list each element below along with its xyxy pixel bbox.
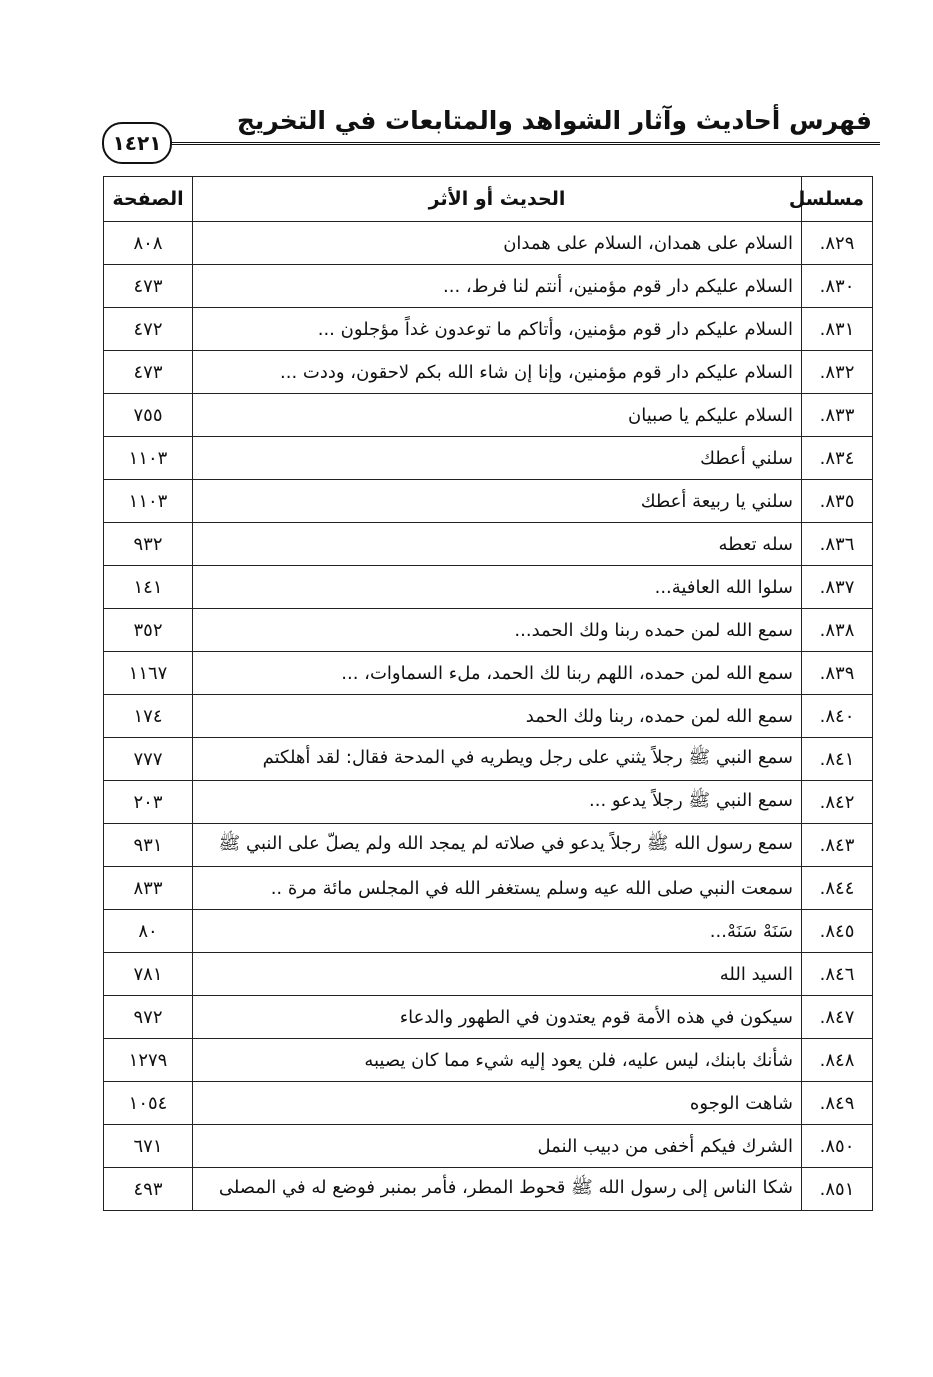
column-header-serial: مسلسل — [802, 177, 873, 222]
hadith-text-cell: شأنك بابنك، ليس عليه، فلن يعود إليه شيء مما كان يصيبه — [193, 1039, 802, 1082]
hadith-index-table — [103, 176, 873, 1211]
serial-cell: ٨٣٨. — [802, 609, 873, 652]
serial-cell: ٨٣٩. — [802, 652, 873, 695]
table-row — [104, 1125, 873, 1168]
hadith-text-cell: سله تعطه — [193, 523, 802, 566]
table-row — [104, 652, 873, 695]
page-number-cell: ٨٠٨ — [104, 222, 193, 265]
table-row — [104, 437, 873, 480]
header-divider — [172, 142, 880, 148]
page-number-cell: ١٢٧٩ — [104, 1039, 193, 1082]
serial-cell: ٨٤٦. — [802, 953, 873, 996]
page-number-cell: ٦٧١ — [104, 1125, 193, 1168]
page-number-cell: ٩٣١ — [104, 824, 193, 867]
page-number-cell: ٧٥٥ — [104, 394, 193, 437]
page-number-cell: ١١٦٧ — [104, 652, 193, 695]
serial-cell: ٨٤٢. — [802, 781, 873, 824]
table-row — [104, 910, 873, 953]
serial-cell: ٨٣١. — [802, 308, 873, 351]
hadith-text-cell: السلام على همدان، السلام على همدان — [193, 222, 802, 265]
hadith-text-cell: شاهت الوجوه — [193, 1082, 802, 1125]
column-header-hadith: الحديث أو الأثر — [193, 177, 802, 222]
hadith-text-cell: السلام عليكم دار قوم مؤمنين، وأتاكم ما توعدون غداً مؤجلون ... — [193, 308, 802, 351]
hadith-text-cell: سمع الله لمن حمده ربنا ولك الحمد... — [193, 609, 802, 652]
serial-cell: ٨٣٤. — [802, 437, 873, 480]
hadith-text-cell: سمعت النبي صلى الله عيه وسلم يستغفر الله في المجلس مائة مرة .. — [193, 867, 802, 910]
serial-cell: ٨٣٥. — [802, 480, 873, 523]
table-row — [104, 222, 873, 265]
serial-cell: ٨٤١. — [802, 738, 873, 781]
table-row — [104, 953, 873, 996]
table-row — [104, 566, 873, 609]
hadith-text-cell: السيد الله — [193, 953, 802, 996]
page-number-cell: ٩٣٢ — [104, 523, 193, 566]
serial-cell: ٨٣٠. — [802, 265, 873, 308]
serial-cell: ٨٢٩. — [802, 222, 873, 265]
page-number-cell: ٩٧٢ — [104, 996, 193, 1039]
serial-cell: ٨٤٤. — [802, 867, 873, 910]
page-header — [100, 100, 880, 160]
serial-cell: ٨٤٥. — [802, 910, 873, 953]
page-number-cell: ٨٣٣ — [104, 867, 193, 910]
table-row — [104, 867, 873, 910]
column-header-page: الصفحة — [104, 177, 193, 222]
page-number-cell: ٤٧٣ — [104, 351, 193, 394]
page-number-cell: ١١٠٣ — [104, 437, 193, 480]
table-row — [104, 609, 873, 652]
table-row — [104, 738, 873, 781]
hadith-text-cell: السلام عليكم دار قوم مؤمنين، أنتم لنا فرط، ... — [193, 265, 802, 308]
table-row — [104, 781, 873, 824]
serial-cell: ٨٤٧. — [802, 996, 873, 1039]
page-number-cell: ١٠٥٤ — [104, 1082, 193, 1125]
hadith-text-cell: سمع رسول الله ﷺ رجلاً يدعو في صلاته لم يمجد الله ولم يصلّ على النبي ﷺ — [193, 824, 802, 867]
table-row — [104, 523, 873, 566]
table-row — [104, 308, 873, 351]
page-number-cell: ١٤١ — [104, 566, 193, 609]
page-number-badge: ١٤٢١ — [102, 122, 172, 164]
serial-cell: ٨٤٨. — [802, 1039, 873, 1082]
table-row — [104, 1168, 873, 1211]
table-row — [104, 1039, 873, 1082]
hadith-text-cell: سمع النبي ﷺ رجلاً يثني على رجل ويطريه في المدحة فقال: لقد أهلكتم — [193, 738, 802, 781]
hadith-text-cell: السلام عليكم دار قوم مؤمنين، وإنا إن شاء الله بكم لاحقون، وددت ... — [193, 351, 802, 394]
page-number-cell: ٤٧٢ — [104, 308, 193, 351]
table-row — [104, 351, 873, 394]
hadith-text-cell: سلني أعطك — [193, 437, 802, 480]
page-number-cell: ٢٠٣ — [104, 781, 193, 824]
table-header-row — [104, 177, 873, 222]
serial-cell: ٨٣٢. — [802, 351, 873, 394]
hadith-text-cell: سلوا الله العافية... — [193, 566, 802, 609]
page-number-cell: ١١٠٣ — [104, 480, 193, 523]
page-number-cell: ٤٧٣ — [104, 265, 193, 308]
hadith-text-cell: السلام عليكم يا صبيان — [193, 394, 802, 437]
hadith-text-cell: سَنَهْ سَنَهْ... — [193, 910, 802, 953]
table-row — [104, 480, 873, 523]
page-number-cell: ٧٧٧ — [104, 738, 193, 781]
serial-cell: ٨٣٣. — [802, 394, 873, 437]
hadith-text-cell: سمع النبي ﷺ رجلاً يدعو ... — [193, 781, 802, 824]
table-row — [104, 394, 873, 437]
table-row — [104, 265, 873, 308]
serial-cell: ٨٣٧. — [802, 566, 873, 609]
page-number-cell: ٣٥٢ — [104, 609, 193, 652]
hadith-text-cell: شكا الناس إلى رسول الله ﷺ قحوط المطر، فأمر بمنبر فوضع له في المصلى — [193, 1168, 802, 1211]
page-number-cell: ٨٠ — [104, 910, 193, 953]
table-body — [104, 222, 873, 1211]
serial-cell: ٨٥١. — [802, 1168, 873, 1211]
page-number-cell: ٧٨١ — [104, 953, 193, 996]
hadith-text-cell: سلني يا ربيعة أعطك — [193, 480, 802, 523]
serial-cell: ٨٤٠. — [802, 695, 873, 738]
hadith-text-cell: سمع الله لمن حمده، ربنا ولك الحمد — [193, 695, 802, 738]
hadith-text-cell: سمع الله لمن حمده، اللهم ربنا لك الحمد، ملء السماوات، ... — [193, 652, 802, 695]
page-number-cell: ١٧٤ — [104, 695, 193, 738]
table-row — [104, 824, 873, 867]
table-row — [104, 695, 873, 738]
serial-cell: ٨٤٣. — [802, 824, 873, 867]
table-row — [104, 996, 873, 1039]
page-number-cell: ٤٩٣ — [104, 1168, 193, 1211]
hadith-text-cell: الشرك فيكم أخفى من دبيب النمل — [193, 1125, 802, 1168]
page-title: فهرس أحاديث وآثار الشواهد والمتابعات في التخريج — [236, 106, 872, 135]
hadith-text-cell: سيكون في هذه الأمة قوم يعتدون في الطهور والدعاء — [193, 996, 802, 1039]
serial-cell: ٨٣٦. — [802, 523, 873, 566]
serial-cell: ٨٤٩. — [802, 1082, 873, 1125]
serial-cell: ٨٥٠. — [802, 1125, 873, 1168]
table-row — [104, 1082, 873, 1125]
